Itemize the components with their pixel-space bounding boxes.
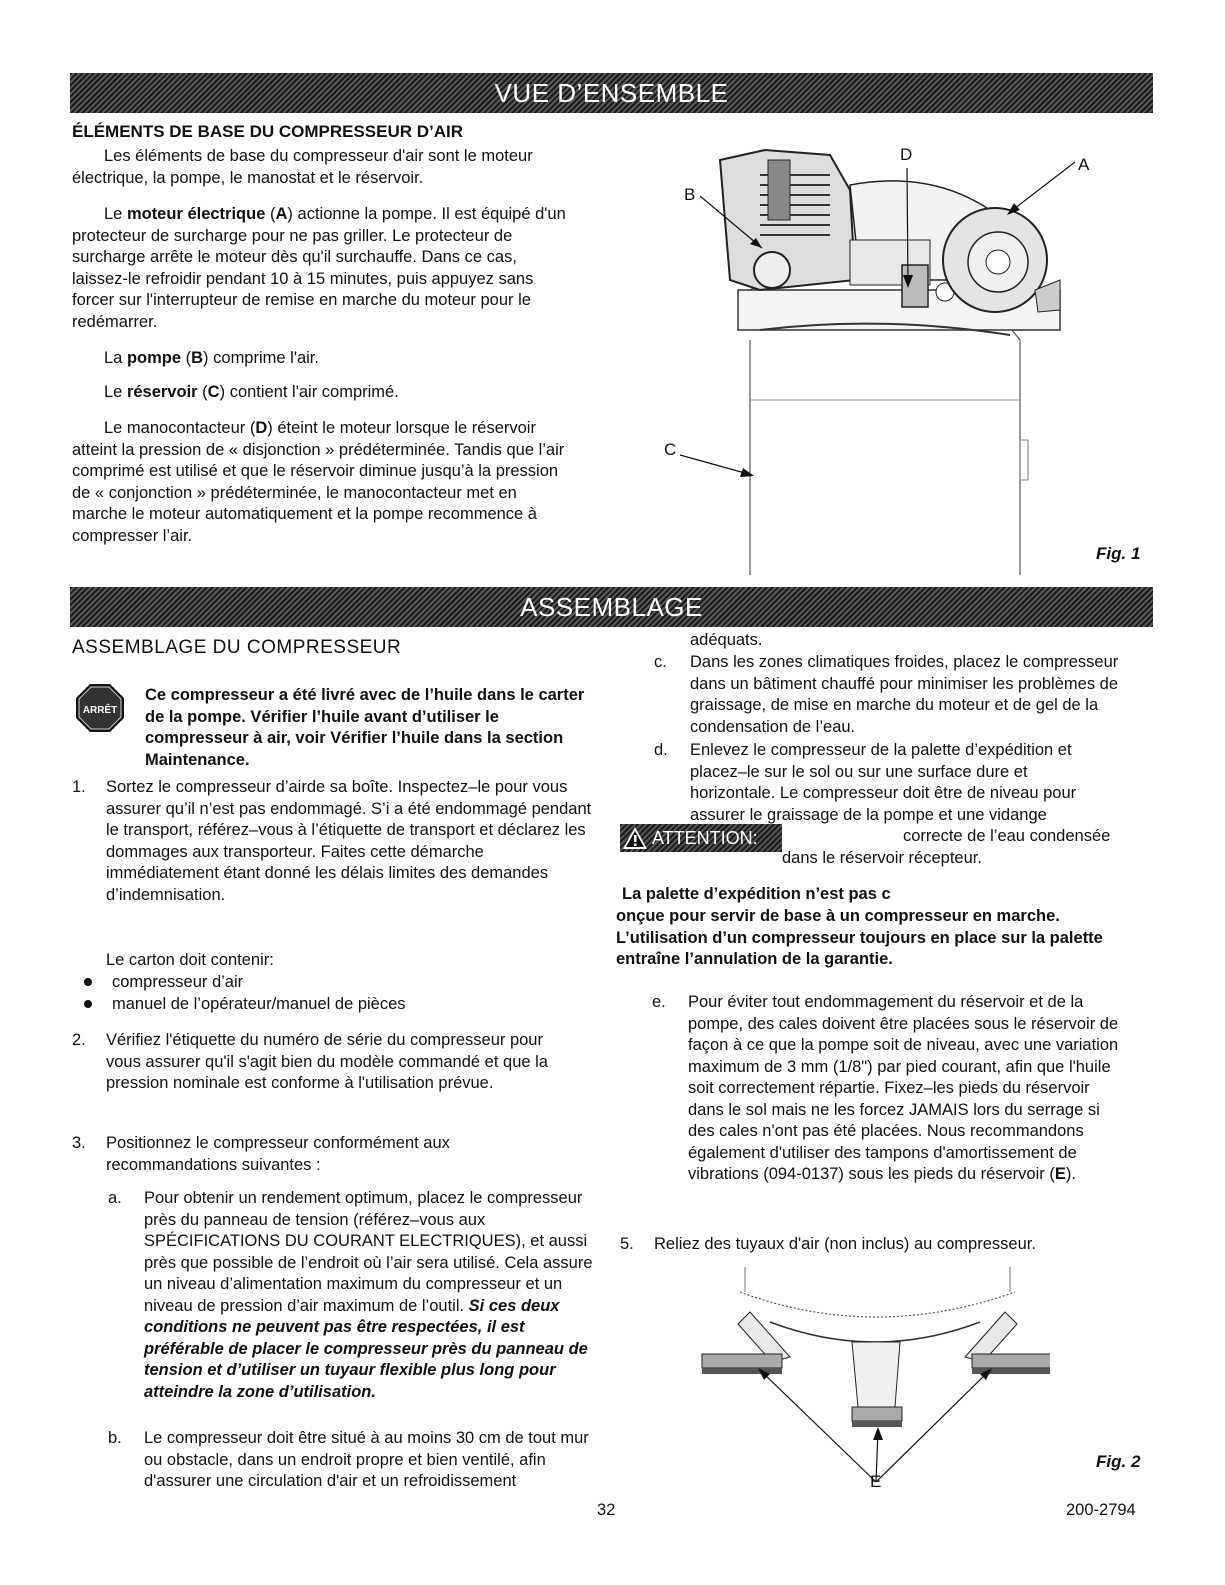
assembly-banner-title: ASSEMBLAGE [520, 591, 703, 622]
pallet-warning-text: onçue pour servir de base à un compresseur en marche. L’utilisation d’un compresseur toujours en place sur la palette entraîne l’annulation de la garantie. [616, 907, 1103, 968]
stop-warning-text: Ce compresseur a été livré avec de l’huile dans le carter de la pompe. Vérifier l’huile avant d’utiliser le compresseur à air, voir Vérifier l’huile dans la section Maintenance. [145, 686, 585, 769]
figure-1-label-b: B [684, 185, 696, 204]
carton-contents-intro: Le carton doit contenir: [106, 951, 274, 969]
overview-paragraph-switch: Le manocontacteur (D) éteint le moteur lorsque le réservoir atteint la pression de « disjonction » prédéterminée. Tandis que l’air comprimé est utilisé et que le réservoir diminue jusqu’à la pression de « conjonction » prédéterminée, le manocontacteur met en marche le moteur automatiquement et la pompe recommence à compresser l’air. [72, 419, 565, 545]
assembly-step-3c: c. Dans les zones climatiques froides, placez le compresseur dans un bâtiment chauffé pour minimiser les problèmes de graissage, de mise en marche du moteur et de gel de la condensation de l’eau. [654, 653, 1119, 736]
overview-banner-title: VUE D’ENSEMBLE [494, 77, 729, 108]
carton-item-2: manuel de l’opérateur/manuel de pièces [78, 994, 406, 1016]
figure-1-label-d: D [900, 145, 913, 164]
attention-label: ATTENTION: [652, 827, 758, 848]
figure-1-label-c: C [664, 440, 677, 459]
carton-item-1: compresseur d’air [78, 972, 243, 994]
assembly-step-3a: a. Pour obtenir un rendement optimum, placez le compresseur près du panneau de tension (référez–vous aux SPÉCIFICATIONS DU COURANT ELECTRIQUES), et aussi près que possible de l’endroit où l’air sera utilisé. Cela assure un niveau d’alimentation maximum du compresseur et un niveau de pression d’air maximum de l’outil. Si ces deux conditions ne peuvent pas être respectées, il est préférable de placer le compresseur près du panneau de tension et d’utiliser un tuyaur flexible plus long pour atteindre la zone d’utilisation. [108, 1189, 593, 1401]
assembly-step-3e: e. Pour éviter tout endommagement du réservoir et de la pompe, des cales doivent être placées sous le réservoir de façon à ce que la pompe soit de niveau, avec une variation maximum de 3 mm (1/8") par pied courant, afin que l'huile soit correctement répartie. Fixez–les pieds du réservoir dans le sol mais ne les forcez JAMAIS lors du serrage si des cales n'ont pas été placées. Nous recommandons également d'utiliser des tampons d'amortissement de vibrations (094-0137) sous les pieds du réservoir (E). [652, 993, 1119, 1183]
stop-sign-icon [75, 683, 125, 733]
step-3b-continuation: adéquats. [690, 631, 763, 649]
overview-heading: ÉLÉMENTS DE BASE DU COMPRESSEUR D’AIR [72, 122, 464, 141]
figure-2-tank-feet-illustration [690, 1262, 1050, 1492]
attention-badge [620, 824, 782, 852]
page-number: 32 [597, 1501, 616, 1519]
step-3d-text-3: dans le réservoir récepteur. [782, 849, 982, 867]
overview-paragraph-pump: La pompe (B) comprime l'air. [104, 349, 319, 367]
overview-paragraph-1: Les éléments de base du compresseur d'air sont le moteur électrique, la pompe, le manostat et le réservoir. [72, 147, 533, 187]
stop-sign-label: ARRÊT [82, 705, 118, 716]
assembly-heading: ASSEMBLAGE DU COMPRESSEUR [72, 637, 402, 658]
assembly-step-3d: d. Enlevez le compresseur de la palette d’expédition et placez–le sur le sol ou sur une surface dure et horizontale. Le compresseur doit être de niveau pour assurer le graissage de la pompe et une vidange [654, 741, 1077, 824]
assembly-banner [70, 587, 1153, 627]
figure-2-caption: Fig. 2 [1096, 1452, 1141, 1471]
document-number: 200-2794 [1066, 1501, 1136, 1519]
assembly-step-5: 5. Reliez des tuyaux d'air (non inclus) au compresseur. [620, 1235, 1036, 1253]
step-3d-text-2: correcte de l’eau condensée [903, 827, 1111, 845]
assembly-step-2: 2. Vérifiez l'étiquette du numéro de série du compresseur pour vous assurer qu'il s'agit bien du modèle commandé et que la pression nominale est conforme à l'utilisation prévue. [72, 1031, 548, 1092]
bullet-icon [84, 1000, 92, 1008]
figure-1-label-a: A [1078, 155, 1090, 174]
overview-paragraph-tank: Le réservoir (C) contient l'air comprimé. [104, 383, 399, 401]
overview-paragraph-motor: Le moteur électrique (A) actionne la pompe. Il est équipé d'un protecteur de surcharge pour ne pas griller. Le protecteur de surcharge arrête le moteur dès qu'il surchauffe. Dans ce cas, laissez-le refroidir pendant 10 à 15 minutes, puis appuyez sans forcer sur l'interrupteur de remise en marche du moteur pour le redémarrer. [72, 205, 566, 331]
assembly-step-3b: b. Le compresseur doit être situé à au moins 30 cm de tout mur ou obstacle, dans un endroit propre et bien ventilé, afin d'assurer une circulation d'air et un refroidissement [108, 1429, 589, 1490]
figure-1-caption: Fig. 1 [1096, 544, 1141, 563]
assembly-step-1: 1. Sortez le compresseur d’airde sa boîte. Inspectez–le pour vous assurer qu’il n’est pas endommagé. S’i a été endommagé pendant le transport, référez–vous à l’étiquette de transport et déclarez les dommages aux transporteur. Faites cette démarche immédiatement étant donné les délais limites des demandes d’indemnisation. [72, 778, 592, 904]
pallet-warning-line-1: La palette d’expédition n’est pas c [622, 885, 891, 903]
figure-1-compressor-illustration [650, 130, 1120, 580]
warning-triangle-icon [622, 826, 648, 850]
overview-banner [70, 73, 1153, 113]
figure-2-label-e: E [870, 1472, 882, 1491]
bullet-icon [84, 978, 92, 986]
assembly-step-3: 3. Positionnez le compresseur conformément aux recommandations suivantes : [72, 1134, 450, 1174]
